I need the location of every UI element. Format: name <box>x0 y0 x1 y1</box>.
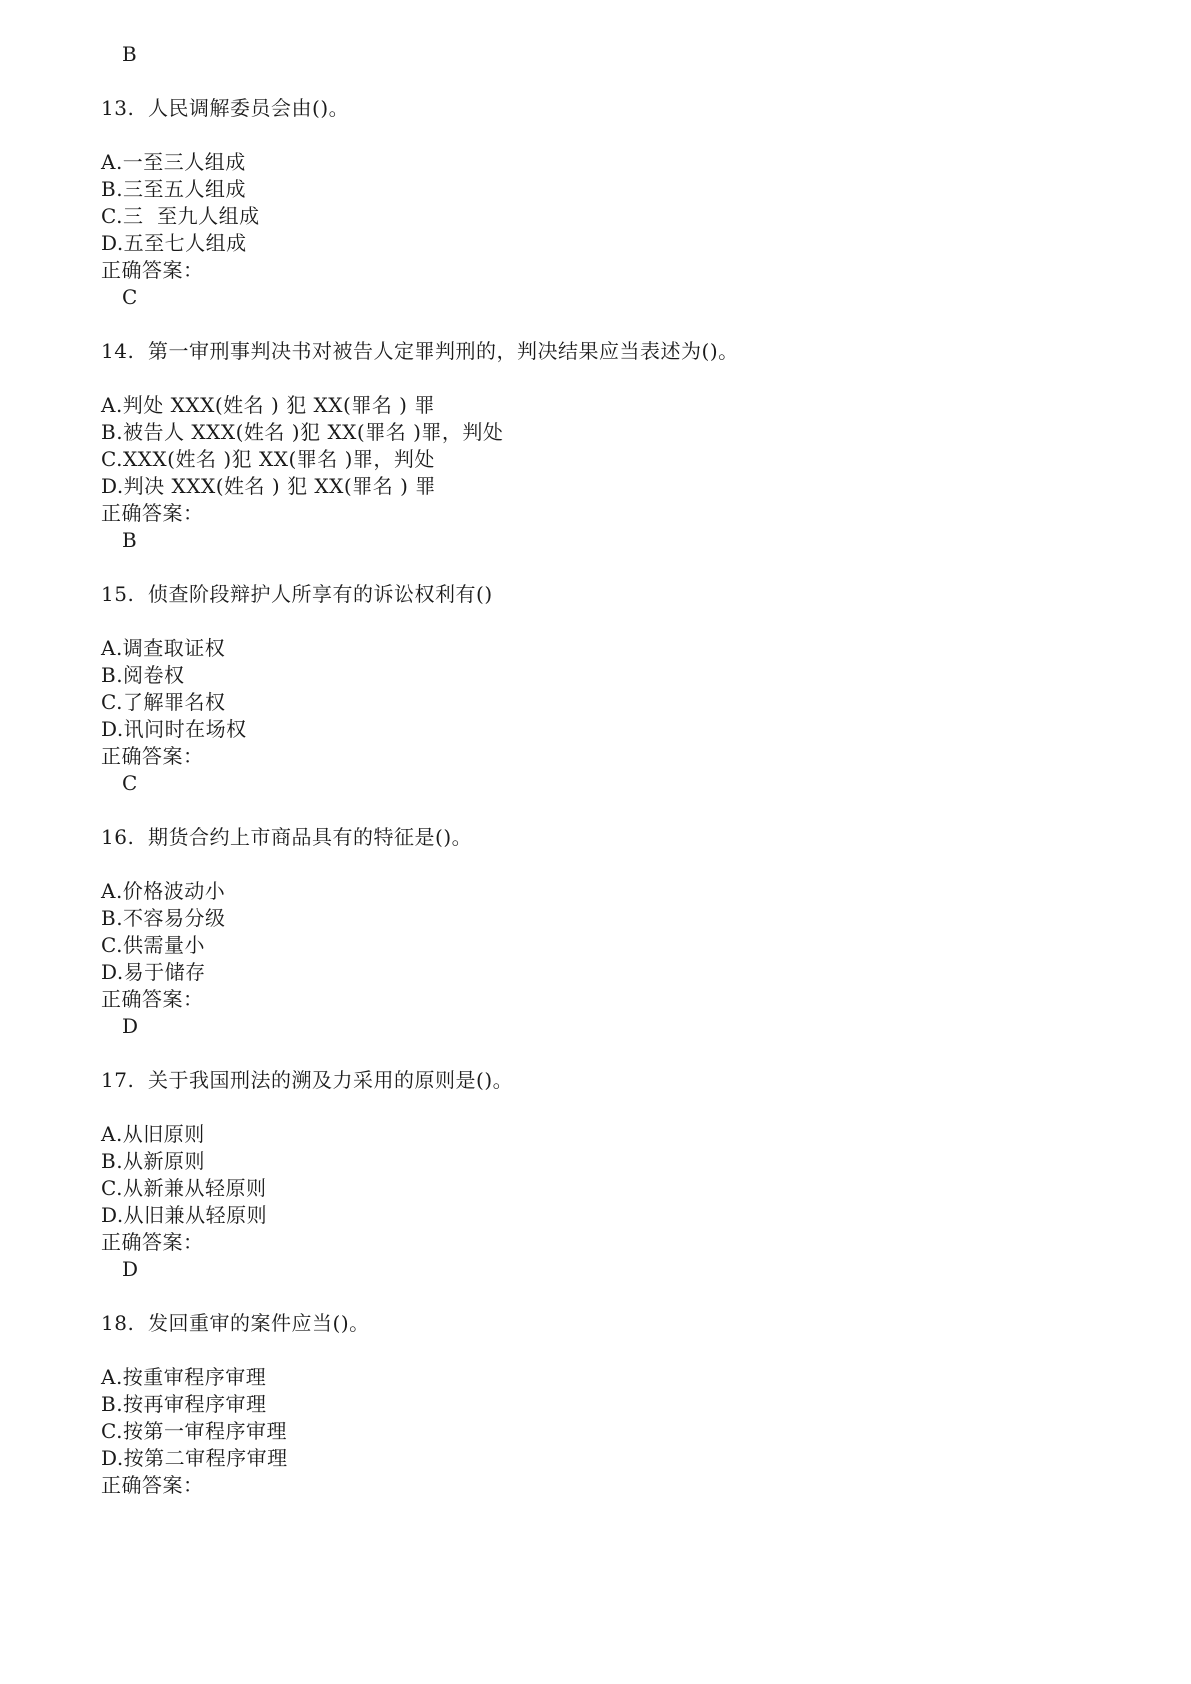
question-17-answer-label: 正确答案： <box>101 1230 204 1254</box>
question-18-option-b: B.按再审程序审理 <box>101 1392 267 1416</box>
question-18-answer-label: 正确答案： <box>101 1473 204 1497</box>
question-13-option-b: B.三至五人组成 <box>101 177 247 201</box>
question-17-option-c: C.从新兼从轻原则 <box>101 1176 267 1200</box>
question-18-stem: 18. 发回重审的案件应当()。 <box>101 1311 370 1335</box>
question-13-option-a: A.一至三人组成 <box>101 150 246 174</box>
question-13-answer-label: 正确答案： <box>101 258 204 282</box>
question-14-option-c: C.XXX(姓名 )犯 XX(罪名 )罪，判处 <box>101 447 435 471</box>
question-16-option-a: A.价格波动小 <box>101 879 226 903</box>
question-13-option-c: C.三 至九人组成 <box>101 204 260 228</box>
question-15-option-c: C.了解罪名权 <box>101 690 226 714</box>
question-14-option-b: B.被告人 XXX(姓名 )犯 XX(罪名 )罪，判处 <box>101 420 504 444</box>
question-14-answer-label: 正确答案： <box>101 501 204 525</box>
question-17-stem: 17. 关于我国刑法的溯及力采用的原则是()。 <box>101 1068 514 1092</box>
question-13-stem: 13. 人民调解委员会由()。 <box>101 96 350 120</box>
question-16-answer-label: 正确答案： <box>101 987 204 1011</box>
question-14-answer: B <box>122 528 138 552</box>
question-15-option-d: D.讯问时在场权 <box>101 717 247 741</box>
question-17-option-b: B.从新原则 <box>101 1149 206 1173</box>
question-13-option-d: D.五至七人组成 <box>101 231 247 255</box>
question-15-option-a: A.调查取证权 <box>101 636 226 660</box>
question-18-option-d: D.按第二审程序审理 <box>101 1446 288 1470</box>
question-15-answer: C <box>122 771 138 795</box>
question-16-stem: 16. 期货合约上市商品具有的特征是()。 <box>101 825 473 849</box>
question-15-answer-label: 正确答案： <box>101 744 204 768</box>
question-16-answer: D <box>122 1014 139 1038</box>
question-18-option-c: C.按第一审程序审理 <box>101 1419 287 1443</box>
question-15-option-b: B.阅卷权 <box>101 663 185 687</box>
question-14-option-a: A.判处 XXX(姓名 ) 犯 XX(罪名 ) 罪 <box>101 393 435 417</box>
question-17-option-d: D.从旧兼从轻原则 <box>101 1203 268 1227</box>
previous-answer: B <box>122 42 138 66</box>
question-17-option-a: A.从旧原则 <box>101 1122 205 1146</box>
question-14-option-d: D.判决 XXX(姓名 ) 犯 XX(罪名 ) 罪 <box>101 474 436 498</box>
question-14-stem: 14. 第一审刑事判决书对被告人定罪判刑的，判决结果应当表述为()。 <box>101 339 739 363</box>
question-16-option-c: C.供需量小 <box>101 933 205 957</box>
question-15-stem: 15. 侦查阶段辩护人所享有的诉讼权利有() <box>101 582 493 606</box>
question-13-answer: C <box>122 285 138 309</box>
question-18-option-a: A.按重审程序审理 <box>101 1365 267 1389</box>
question-17-answer: D <box>122 1257 139 1281</box>
question-16-option-b: B.不容易分级 <box>101 906 226 930</box>
question-16-option-d: D.易于储存 <box>101 960 206 984</box>
